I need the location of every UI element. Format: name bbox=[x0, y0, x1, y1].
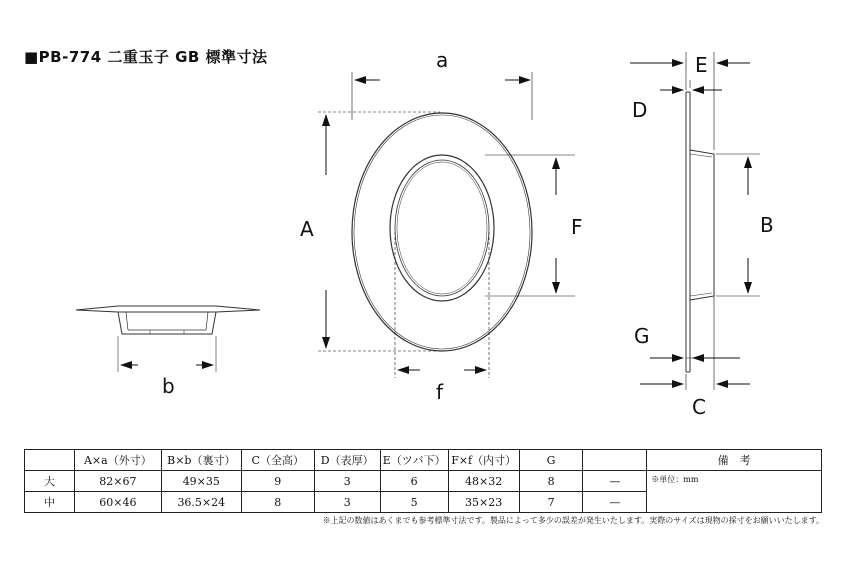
size-cell: 中 bbox=[25, 492, 75, 513]
label-D: D bbox=[632, 98, 648, 122]
table-cell: 5 bbox=[380, 492, 448, 513]
remarks-cell: ※単位：mm bbox=[647, 471, 822, 513]
table-cell: 49×35 bbox=[161, 471, 241, 492]
front-view bbox=[352, 113, 532, 351]
table-cell: 8 bbox=[241, 492, 314, 513]
header-cell: C（全高） bbox=[241, 450, 314, 471]
header-cell bbox=[583, 450, 647, 471]
table-cell: 7 bbox=[519, 492, 583, 513]
header-cell: F×f（内寸） bbox=[448, 450, 519, 471]
label-E: E bbox=[695, 53, 708, 77]
table-cell: 60×46 bbox=[74, 492, 161, 513]
spec-table bbox=[24, 449, 822, 513]
table-cell: — bbox=[583, 492, 647, 513]
footnote: ※上記の数値はあくまでも参考標準寸法です。製品によって多少の誤差が発生いたします。実際のサイズは現物の採寸をお願いいたします。 bbox=[322, 516, 824, 525]
table-cell: 3 bbox=[314, 471, 380, 492]
table-cell: 9 bbox=[241, 471, 314, 492]
label-A: A bbox=[300, 217, 314, 241]
dimension-D bbox=[660, 80, 722, 90]
inner-opening-edge bbox=[395, 160, 489, 296]
size-cell: 大 bbox=[25, 471, 75, 492]
table-cell: 82×67 bbox=[74, 471, 161, 492]
dimension-B bbox=[716, 154, 760, 296]
outer-flange-inner-outline bbox=[354, 115, 530, 349]
table-cell: 6 bbox=[380, 471, 448, 492]
header-cell bbox=[25, 450, 75, 471]
table-cell: 48×32 bbox=[448, 471, 519, 492]
header-cell: B×b（裏寸） bbox=[161, 450, 241, 471]
table-cell: 8 bbox=[519, 471, 583, 492]
table-cell: 35×23 bbox=[448, 492, 519, 513]
inner-opening-outline bbox=[390, 155, 494, 301]
header-cell: E（ツバ下） bbox=[380, 450, 448, 471]
label-G: G bbox=[634, 324, 650, 348]
label-a: a bbox=[436, 48, 449, 72]
header-cell: 備 考 bbox=[647, 450, 822, 471]
table-cell: — bbox=[583, 471, 647, 492]
label-b: b bbox=[162, 374, 175, 398]
table-cell: 3 bbox=[314, 492, 380, 513]
label-F: F bbox=[571, 215, 583, 239]
table-row bbox=[25, 471, 822, 492]
label-f: f bbox=[436, 380, 444, 404]
table-cell: 36.5×24 bbox=[161, 492, 241, 513]
profile-view bbox=[686, 92, 714, 372]
header-cell: D（表厚） bbox=[314, 450, 380, 471]
label-C: C bbox=[692, 395, 706, 419]
table-header-row bbox=[25, 450, 822, 471]
outer-flange-outline bbox=[352, 113, 532, 351]
header-cell: G bbox=[519, 450, 583, 471]
page-title: ■PB-774 二重玉子 GB 標準寸法 bbox=[24, 48, 268, 66]
label-B: B bbox=[760, 213, 774, 237]
dimension-f bbox=[395, 232, 489, 378]
dimension-C bbox=[640, 296, 750, 390]
section-view bbox=[76, 306, 260, 372]
header-cell: A×a（外寸） bbox=[74, 450, 161, 471]
